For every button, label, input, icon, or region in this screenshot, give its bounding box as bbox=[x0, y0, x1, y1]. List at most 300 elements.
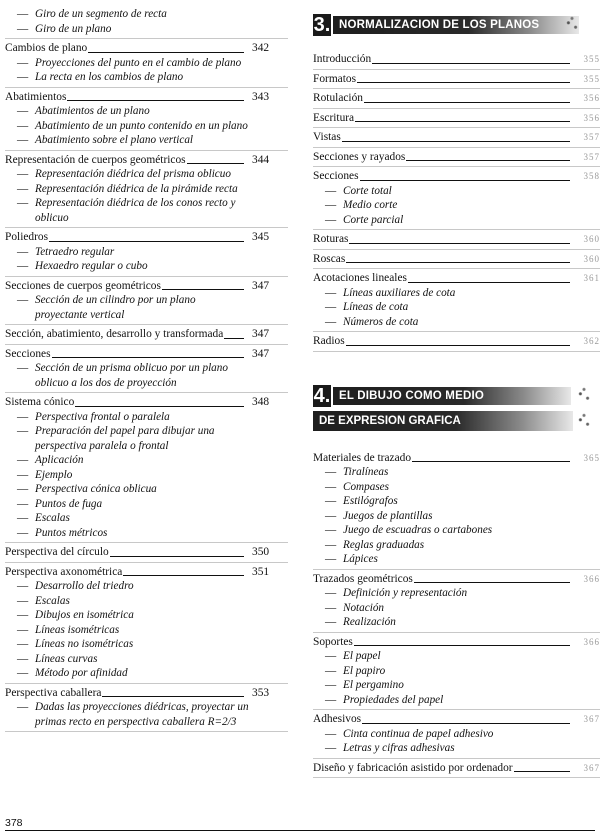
toc-entry-page: 353 bbox=[252, 686, 270, 699]
toc-subentry-text: Líneas auxiliares de cota bbox=[343, 286, 456, 299]
dash-marker: — bbox=[325, 553, 337, 565]
dash-marker: — bbox=[17, 245, 29, 258]
dash-marker: — bbox=[17, 512, 29, 524]
dash-marker: — bbox=[17, 71, 29, 83]
toc-entry-title: Materiales de trazado bbox=[313, 451, 412, 464]
toc-subentry bbox=[5, 482, 250, 497]
toc-subentry-text: Números de cota bbox=[343, 315, 419, 328]
toc-subentry-text: Compases bbox=[343, 480, 389, 493]
toc-entry-main bbox=[5, 279, 288, 294]
dash-marker: — bbox=[17, 497, 29, 510]
toc-subentry bbox=[5, 623, 250, 638]
toc-leader-line bbox=[362, 723, 570, 724]
toc-entry bbox=[313, 252, 600, 270]
toc-entry-main bbox=[5, 395, 288, 410]
toc-subentry bbox=[5, 245, 250, 260]
chapter-3-number: 3. bbox=[313, 14, 331, 36]
toc-entry-page: 357 bbox=[583, 151, 600, 162]
toc-subentry bbox=[5, 652, 250, 667]
toc-subentry-text: Definición y representación bbox=[343, 587, 468, 599]
toc-subentry bbox=[313, 300, 562, 315]
dash-marker: — bbox=[17, 468, 29, 481]
toc-entry bbox=[313, 712, 600, 759]
toc-leader-line bbox=[372, 63, 570, 64]
toc-subentry-text: Puntos métricos bbox=[35, 526, 108, 539]
dash-marker: — bbox=[325, 301, 337, 313]
toc-entry bbox=[5, 230, 288, 277]
dash-marker: — bbox=[17, 667, 29, 679]
dash-marker: — bbox=[325, 742, 337, 754]
toc-subentry-text: Líneas de cota bbox=[343, 301, 409, 313]
toc-subentry-text: Medio corte bbox=[343, 199, 398, 211]
toc-entry-main bbox=[313, 761, 600, 776]
toc-entry bbox=[313, 572, 600, 633]
toc-subentry bbox=[313, 538, 562, 553]
toc-entry-page: 355 bbox=[583, 54, 600, 64]
toc-subentry-text: Dadas las proyecciones diédricas, proyectar un primas recto en perspectiva caballera R=2/3 bbox=[35, 701, 249, 728]
toc-entry-main bbox=[313, 232, 600, 247]
dash-marker: — bbox=[325, 495, 337, 507]
toc-entry-page: 348 bbox=[252, 396, 270, 408]
toc-entry-page: 347 bbox=[252, 347, 270, 360]
toc-leader-line bbox=[360, 180, 570, 181]
toc-subentry bbox=[5, 259, 250, 274]
scanner-noise-icon bbox=[563, 14, 581, 36]
toc-entry-page: 342 bbox=[252, 42, 270, 54]
toc-entry bbox=[5, 153, 288, 229]
toc-leader-line bbox=[49, 241, 244, 242]
toc-leader-line bbox=[110, 556, 244, 557]
toc-subentry bbox=[5, 104, 250, 119]
toc-leader-line bbox=[162, 289, 244, 290]
toc-entry-page: 355 bbox=[583, 73, 600, 84]
toc-leader-line bbox=[354, 645, 570, 646]
toc-entry-title: Perspectiva axonométrica bbox=[5, 565, 123, 578]
toc-subentry-text: Líneas curvas bbox=[35, 652, 98, 665]
toc-entry bbox=[313, 169, 600, 230]
toc-subentry bbox=[5, 511, 250, 526]
toc-subentry bbox=[5, 608, 250, 623]
toc-entry-title: Diseño y fabricación asistido por ordenador bbox=[313, 761, 513, 774]
toc-subentry-text: Proyecciones del punto en el cambio de plano bbox=[35, 56, 242, 69]
toc-entry-title: Roturas bbox=[313, 233, 349, 245]
toc-subentry bbox=[5, 196, 250, 225]
dash-marker: — bbox=[17, 22, 29, 35]
dash-marker: — bbox=[17, 362, 29, 374]
toc-entry-page: 366 bbox=[583, 573, 600, 584]
toc-subentry bbox=[5, 579, 250, 594]
toc-leader-line bbox=[408, 282, 570, 283]
toc-subentry bbox=[5, 410, 250, 425]
toc-subentry-text: Hexaedro regular o cubo bbox=[35, 260, 148, 272]
toc-leader-line bbox=[514, 771, 570, 772]
toc-subentry bbox=[5, 70, 250, 85]
toc-entry-main bbox=[313, 150, 600, 165]
toc-entry-title: Secciones bbox=[5, 347, 51, 360]
toc-subentry bbox=[313, 741, 562, 756]
dash-marker: — bbox=[17, 105, 29, 117]
toc-subentry-text: El papel bbox=[343, 650, 381, 662]
toc-entry-page: 362 bbox=[583, 336, 600, 346]
toc-entry bbox=[313, 130, 600, 148]
dash-marker: — bbox=[325, 693, 337, 706]
toc-entry-title: Rotulación bbox=[313, 92, 363, 104]
toc-subentry bbox=[5, 453, 250, 468]
toc-subentry-text: Perspectiva cónica oblicua bbox=[35, 483, 157, 495]
toc-subentry-text: Preparación del papel para dibujar una perspectiva paralela o frontal bbox=[35, 425, 215, 452]
toc-leader-line bbox=[357, 82, 570, 83]
toc-entry-main bbox=[5, 153, 288, 168]
toc-subentry bbox=[313, 509, 562, 524]
toc-entry-title: Cambios de plano bbox=[5, 42, 88, 54]
toc-entry bbox=[313, 635, 600, 711]
toc-entry-main bbox=[313, 712, 600, 727]
toc-subentry-text: Estilógrafos bbox=[343, 495, 398, 507]
toc-entry bbox=[313, 232, 600, 250]
toc-subentry bbox=[5, 361, 250, 390]
toc-entry-page: 367 bbox=[583, 714, 600, 724]
dash-marker: — bbox=[17, 701, 29, 713]
toc-entry-title: Acotaciones lineales bbox=[313, 272, 407, 284]
toc-leader-line bbox=[364, 102, 570, 103]
toc-subentry bbox=[5, 666, 250, 681]
toc-subentry-text: Abatimientos de un plano bbox=[35, 105, 150, 117]
toc-leader-line bbox=[355, 121, 570, 122]
toc-subentry bbox=[313, 586, 562, 601]
toc-entry bbox=[313, 52, 600, 70]
toc-subentry bbox=[313, 693, 562, 708]
toc-entry-page: 343 bbox=[252, 90, 270, 103]
toc-leader-line bbox=[349, 243, 570, 244]
toc-entry-main bbox=[5, 41, 288, 56]
toc-entry bbox=[5, 41, 288, 88]
dash-marker: — bbox=[325, 538, 337, 551]
toc-subentry bbox=[5, 22, 250, 37]
dash-marker: — bbox=[17, 526, 29, 539]
toc-entry-main bbox=[313, 451, 600, 466]
toc-entry bbox=[5, 565, 288, 684]
toc-entry-title: Secciones y rayados bbox=[313, 150, 406, 163]
toc-subentry-text: Método por afinidad bbox=[35, 667, 128, 679]
toc-subentry bbox=[313, 615, 562, 630]
toc-entry-main bbox=[313, 52, 600, 67]
toc-entry-page: 344 bbox=[252, 153, 270, 166]
toc-entry-title: Sistema cónico bbox=[5, 396, 75, 408]
toc-subentry-text: Dibujos en isométrica bbox=[35, 609, 134, 621]
toc-subentry bbox=[313, 664, 562, 679]
toc-entry-title: Roscas bbox=[313, 252, 346, 265]
toc-subentry bbox=[313, 523, 562, 538]
toc-leader-line bbox=[414, 582, 570, 583]
toc-subentry bbox=[313, 552, 562, 567]
toc-entry bbox=[5, 545, 288, 563]
toc-subentry-text: Representación diédrica del prisma oblicuo bbox=[35, 168, 231, 180]
toc-entry-page: 351 bbox=[252, 565, 270, 578]
toc-subentry bbox=[5, 468, 250, 483]
dash-marker: — bbox=[17, 623, 29, 636]
dash-marker: — bbox=[17, 56, 29, 69]
toc-entry-title: Secciones de cuerpos geométricos bbox=[5, 279, 161, 292]
toc-entry-title: Soportes bbox=[313, 635, 353, 648]
toc-leader-line bbox=[102, 696, 244, 697]
toc-subentry-text: Juegos de plantillas bbox=[343, 509, 433, 522]
toc-entry-page: 361 bbox=[583, 273, 600, 283]
toc-subentry bbox=[313, 213, 562, 228]
toc-entry-main bbox=[5, 686, 288, 701]
toc-entry-page: 360 bbox=[583, 253, 600, 264]
toc-entry-title: Poliedros bbox=[5, 231, 49, 243]
toc-entry-page: 366 bbox=[583, 636, 600, 647]
toc-entry-title: Representación de cuerpos geométricos bbox=[5, 153, 186, 166]
toc-entry-main bbox=[313, 252, 600, 267]
chapter-4-number: 4. bbox=[313, 384, 331, 407]
toc-entry bbox=[5, 7, 288, 39]
toc-subentry bbox=[5, 594, 250, 609]
toc-subentry bbox=[313, 480, 562, 495]
dash-marker: — bbox=[17, 410, 29, 423]
toc-subentry-text: Sección de un cilindro por un plano proyectante vertical bbox=[35, 294, 196, 321]
toc-entry-main bbox=[313, 635, 600, 650]
toc-entry-main bbox=[5, 327, 288, 342]
toc-left bbox=[5, 0, 288, 732]
toc-entry-main bbox=[5, 230, 288, 245]
toc-entry bbox=[313, 91, 600, 109]
dash-marker: — bbox=[17, 609, 29, 621]
toc-subentry-text: El pergamino bbox=[343, 679, 404, 691]
toc-subentry bbox=[313, 184, 562, 199]
toc-entry-page: 358 bbox=[583, 171, 600, 181]
chapter-4-title-line1: EL DIBUJO COMO MEDIO bbox=[333, 387, 571, 405]
toc-entry-page: 356 bbox=[583, 93, 600, 103]
toc-leader-line bbox=[88, 52, 244, 53]
toc-subentry-text: Cinta continua de papel adhesivo bbox=[343, 727, 494, 740]
toc-subentry-text: Líneas isométricas bbox=[35, 623, 120, 636]
toc-entry bbox=[313, 111, 600, 129]
toc-entry-main bbox=[313, 91, 600, 106]
toc-entry bbox=[5, 327, 288, 345]
dash-marker: — bbox=[325, 679, 337, 691]
toc-leader-line bbox=[123, 575, 244, 576]
toc-subentry-text: Corte total bbox=[343, 184, 392, 197]
dash-marker: — bbox=[325, 199, 337, 211]
dash-marker: — bbox=[325, 587, 337, 599]
toc-entry-page: 357 bbox=[583, 132, 600, 142]
toc-entry-title: Formatos bbox=[313, 72, 357, 85]
toc-subentry-text: Tiralíneas bbox=[343, 466, 389, 478]
left-column bbox=[5, 0, 288, 732]
toc-leader-line bbox=[52, 357, 244, 358]
dash-marker: — bbox=[17, 594, 29, 607]
toc-entry-main bbox=[5, 347, 288, 362]
toc-subentry-text: Sección de un prisma oblicuo por un plano oblicuo a los dos de proyección bbox=[35, 362, 228, 389]
dash-marker: — bbox=[17, 483, 29, 495]
chapter-4-title-line2: DE EXPRESION GRAFICA bbox=[313, 411, 573, 431]
chapter-4-header bbox=[313, 385, 593, 435]
toc-entry-title: Perspectiva caballera bbox=[5, 686, 102, 699]
toc-entry-title: Vistas bbox=[313, 131, 341, 143]
toc-entry bbox=[313, 72, 600, 90]
toc-subentry bbox=[313, 286, 562, 301]
toc-subentry bbox=[5, 700, 250, 729]
toc-leader-line bbox=[406, 160, 570, 161]
toc-subentry bbox=[5, 526, 250, 541]
toc-subentry bbox=[5, 497, 250, 512]
toc-subentry-text: Líneas no isométricas bbox=[35, 638, 134, 650]
toc-entry-page: 347 bbox=[252, 328, 270, 340]
toc-subentry bbox=[5, 7, 250, 22]
dash-marker: — bbox=[325, 650, 337, 662]
toc-subentry bbox=[313, 465, 562, 480]
toc-subentry-text: Tetraedro regular bbox=[35, 245, 115, 258]
toc-subentry-text: La recta en los cambios de plano bbox=[35, 71, 184, 83]
toc-subentry bbox=[5, 182, 250, 197]
toc-entry-page: 347 bbox=[252, 279, 270, 292]
toc-leader-line bbox=[75, 406, 244, 407]
toc-subentry-text: Realización bbox=[343, 616, 396, 628]
dash-marker: — bbox=[17, 260, 29, 272]
dash-marker: — bbox=[17, 294, 29, 306]
dash-marker: — bbox=[17, 652, 29, 665]
toc-subentry bbox=[5, 637, 250, 652]
toc-subentry-text: Propiedades del papel bbox=[343, 693, 444, 706]
toc-subentry bbox=[313, 649, 562, 664]
toc-subentry bbox=[313, 601, 562, 616]
toc-entry-title: Secciones bbox=[313, 170, 359, 182]
toc-entry-main bbox=[313, 271, 600, 286]
toc-entry bbox=[5, 279, 288, 326]
toc-entry-title: Abatimientos bbox=[5, 90, 67, 103]
toc-subentry bbox=[313, 678, 562, 693]
dash-marker: — bbox=[17, 134, 29, 146]
toc-chapter-3 bbox=[313, 52, 600, 352]
toc-leader-line bbox=[187, 163, 244, 164]
toc-entry bbox=[313, 271, 600, 332]
toc-subentry-text: Aplicación bbox=[35, 454, 84, 466]
dash-marker: — bbox=[17, 425, 29, 437]
dash-marker: — bbox=[17, 638, 29, 650]
toc-entry-main bbox=[313, 72, 600, 87]
toc-subentry bbox=[313, 727, 562, 742]
toc-subentry-text: Corte parcial bbox=[343, 213, 404, 226]
toc-entry-main bbox=[313, 572, 600, 587]
dash-marker: — bbox=[17, 168, 29, 180]
dash-marker: — bbox=[325, 213, 337, 226]
toc-entry-main bbox=[313, 130, 600, 145]
dash-marker: — bbox=[17, 182, 29, 195]
toc-leader-line bbox=[67, 100, 244, 101]
toc-entry bbox=[5, 90, 288, 151]
page-number: 378 bbox=[5, 817, 23, 829]
dash-marker: — bbox=[17, 8, 29, 20]
toc-entry-title: Introducción bbox=[313, 53, 372, 65]
toc-subentry-text: Desarrollo del triedro bbox=[35, 580, 134, 592]
toc-entry-title: Adhesivos bbox=[313, 713, 362, 725]
dash-marker: — bbox=[17, 580, 29, 592]
toc-entry bbox=[313, 150, 600, 168]
dash-marker: — bbox=[325, 509, 337, 522]
toc-subentry-text: Letras y cifras adhesivas bbox=[343, 742, 455, 754]
toc-leader-line bbox=[342, 141, 570, 142]
toc-subentry-text: El papiro bbox=[343, 664, 386, 677]
toc-entry-page: 365 bbox=[583, 452, 600, 463]
dash-marker: — bbox=[325, 524, 337, 536]
toc-entry-page: 367 bbox=[583, 762, 600, 773]
dash-marker: — bbox=[325, 727, 337, 740]
toc-subentry-text: Representación diédrica de la pirámide recta bbox=[35, 182, 238, 195]
dash-marker: — bbox=[325, 601, 337, 614]
scanner-noise-icon bbox=[575, 385, 593, 407]
toc-subentry bbox=[313, 315, 562, 330]
toc-subentry-text: Giro de un plano bbox=[35, 22, 112, 35]
toc-entry bbox=[5, 395, 288, 543]
toc-subentry bbox=[5, 167, 250, 182]
chapter-3-header bbox=[313, 14, 579, 36]
toc-subentry-text: Lápices bbox=[343, 553, 378, 565]
toc-entry-title: Perspectiva del círculo bbox=[5, 546, 109, 558]
toc-subentry-text: Ejemplo bbox=[35, 468, 73, 481]
dash-marker: — bbox=[325, 286, 337, 299]
toc-subentry-text: Notación bbox=[343, 601, 385, 614]
toc-entry-main bbox=[313, 169, 600, 184]
toc-entry-main bbox=[5, 90, 288, 105]
toc-entry-main bbox=[5, 545, 288, 560]
toc-entry-page: 360 bbox=[583, 234, 600, 244]
chapter-3-title: NORMALIZACION DE LOS PLANOS bbox=[333, 16, 579, 34]
toc-leader-line bbox=[224, 338, 244, 339]
toc-entry bbox=[5, 347, 288, 394]
toc-subentry-text: Puntos de fuga bbox=[35, 497, 103, 510]
toc-subentry bbox=[5, 424, 250, 453]
dash-marker: — bbox=[325, 664, 337, 677]
toc-subentry-text: Escalas bbox=[35, 594, 70, 607]
right-column bbox=[313, 0, 600, 778]
toc-entry-title: Sección, abatimiento, desarrollo y transformada bbox=[5, 328, 224, 340]
toc-entry bbox=[313, 334, 600, 352]
dash-marker: — bbox=[17, 454, 29, 466]
toc-subentry bbox=[313, 198, 562, 213]
toc-subentry bbox=[5, 293, 250, 322]
toc-entry-page: 356 bbox=[583, 112, 600, 123]
toc-subentry bbox=[5, 56, 250, 71]
toc-entry-page: 345 bbox=[252, 231, 270, 243]
dash-marker: — bbox=[325, 616, 337, 628]
toc-leader-line bbox=[346, 345, 570, 346]
toc-entry-page: 350 bbox=[252, 546, 270, 558]
toc-subentry-text: Representación diédrica de los conos recto y oblicuo bbox=[35, 197, 236, 224]
toc-subentry-text: Perspectiva frontal o paralela bbox=[35, 410, 170, 423]
toc-subentry bbox=[313, 494, 562, 509]
toc-entry-title: Radios bbox=[313, 335, 345, 347]
toc-chapter-4 bbox=[313, 451, 600, 779]
toc-leader-line bbox=[412, 461, 570, 462]
toc-entry-main bbox=[313, 111, 600, 126]
toc-subentry-text: Reglas graduadas bbox=[343, 538, 425, 551]
dash-marker: — bbox=[325, 480, 337, 493]
toc-subentry-text: Juego de escuadras o cartabones bbox=[343, 524, 493, 536]
dash-marker: — bbox=[325, 184, 337, 197]
toc-entry-main bbox=[313, 334, 600, 349]
toc-entry bbox=[5, 686, 288, 733]
scanner-noise-icon bbox=[575, 411, 593, 433]
dash-marker: — bbox=[17, 197, 29, 209]
footer-rule bbox=[5, 830, 595, 831]
toc-subentry-text: Abatimiento sobre el plano vertical bbox=[35, 134, 194, 146]
toc-entry-title: Trazados geométricos bbox=[313, 572, 413, 585]
toc-leader-line bbox=[346, 262, 570, 263]
toc-subentry bbox=[5, 119, 250, 134]
toc-subentry bbox=[5, 133, 250, 148]
toc-subentry-text: Escalas bbox=[35, 512, 70, 524]
